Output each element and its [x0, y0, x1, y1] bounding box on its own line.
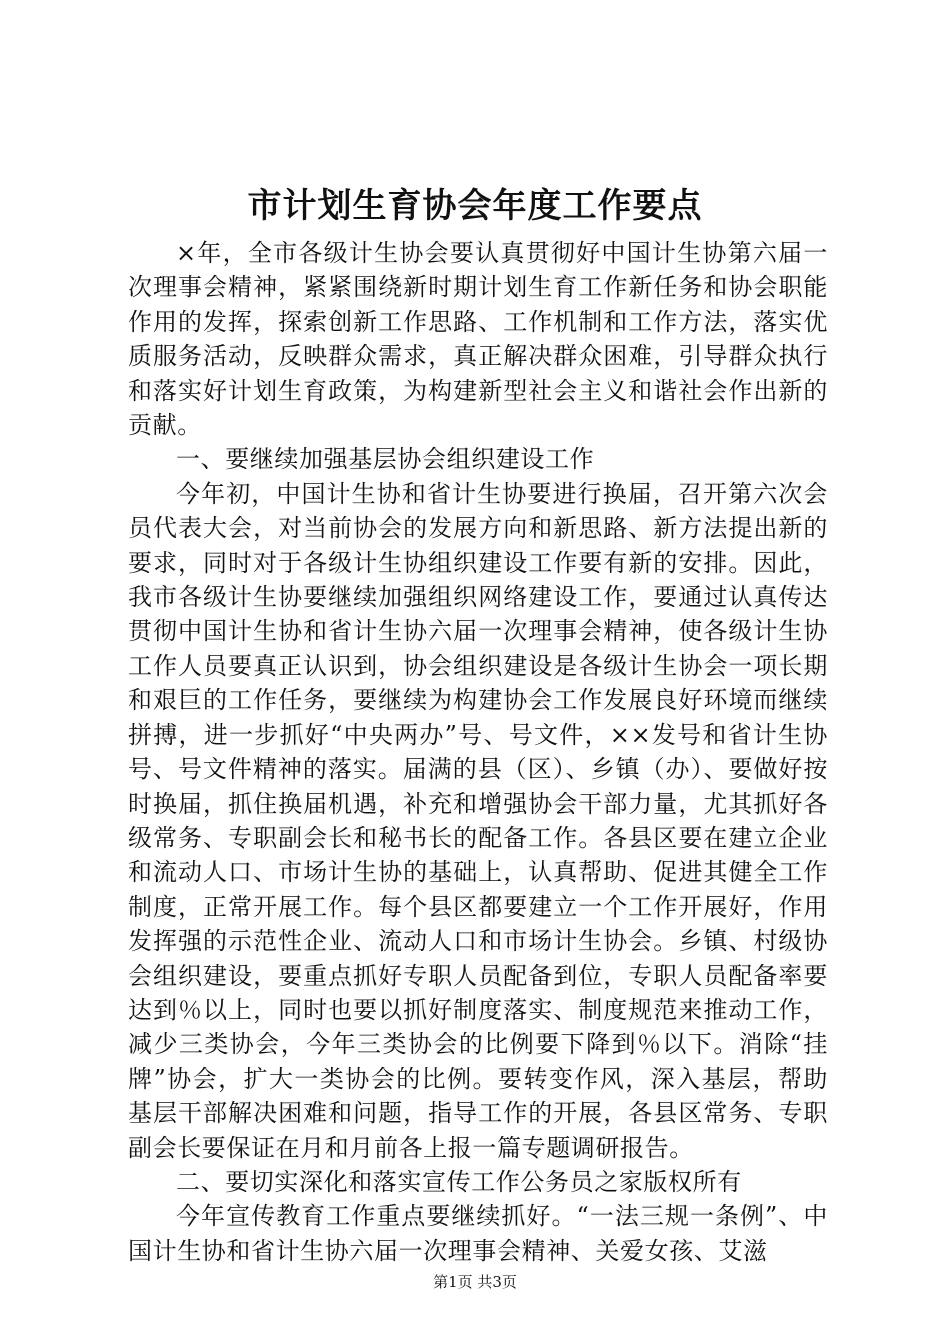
section-heading-1: 一、要继续加强基层协会组织建设工作 [176, 445, 595, 474]
paragraph-intro: ×年，全市各级计生协会要认真贯彻好中国计生协第六届一次理事会精神，紧紧围绕新时期计划生育工作新任务和协会职能作用的发挥，探索创新工作思路、工作机制和工作方法，落实优质服务活动，反映群众需求，真正解决群众困难，引导群众执行和落实好计划生育政策，为构建新型社会主义和谐社会作出新的贡献。 [128, 239, 828, 440]
document-body [128, 236, 828, 1268]
paragraph-section-1: 今年初，中国计生协和省计生协要进行换届，召开第六次会员代表大会，对当前协会的发展方向和新思路、新方法提出新的要求，同时对于各级计生协组织建设工作要有新的安排。因此，我市各级计生协要继续加强组织网络建设工作，要通过认真传达贯彻中国计生协和省计生协六届一次理事会精神，使各级计生协工作人员要真正认识到，协会组织建设是各级计生协会一项长期和艰巨的工作任务，要继续为构建协会工作发展良好环境而继续拼搏，进一步抓好“中央两办”号、号文件，××发号和省计生协号、号文件精神的落实。届满的县（区）、乡镇（办）、要做好按时换届，抓住换届机遇，补充和增强协会干部力量，尤其抓好各级常务、专职副会长和秘书长的配备工作。各县区要在建立企业和流动人口、市场计生协的基础上，认真帮助、促进其健全工作制度，正常开展工作。每个县区都要建立一个工作开展好，作用发挥强的示范性企业、流动人口和市场计生协会。乡镇、村级协会组织建设，要重点抓好专职人员配备到位，专职人员配备率要达到％以上，同时也要以抓好制度落实、制度规范来推动工作，减少三类协会，今年三类协会的比例要下降到％以下。消除“挂牌”协会，扩大一类协会的比例。要转变作风，深入基层，帮助基层干部解决困难和问题，指导工作的开展，各县区常务、专职副会长要保证在月和月前各上报一篇专题调研报告。 [128, 479, 828, 1162]
page-footer: 第1页 共3页 [433, 1273, 517, 1291]
section-heading-2: 二、要切实深化和落实宣传工作公务员之家版权所有 [176, 1167, 742, 1196]
document-title: 市计划生育协会年度工作要点 [247, 186, 703, 226]
paragraph-section-2: 今年宣传教育工作重点要继续抓好。“一法三规一条例”、中国计生协和省计生协六届一次理事会精神、关爱女孩、艾滋 [128, 1202, 828, 1265]
